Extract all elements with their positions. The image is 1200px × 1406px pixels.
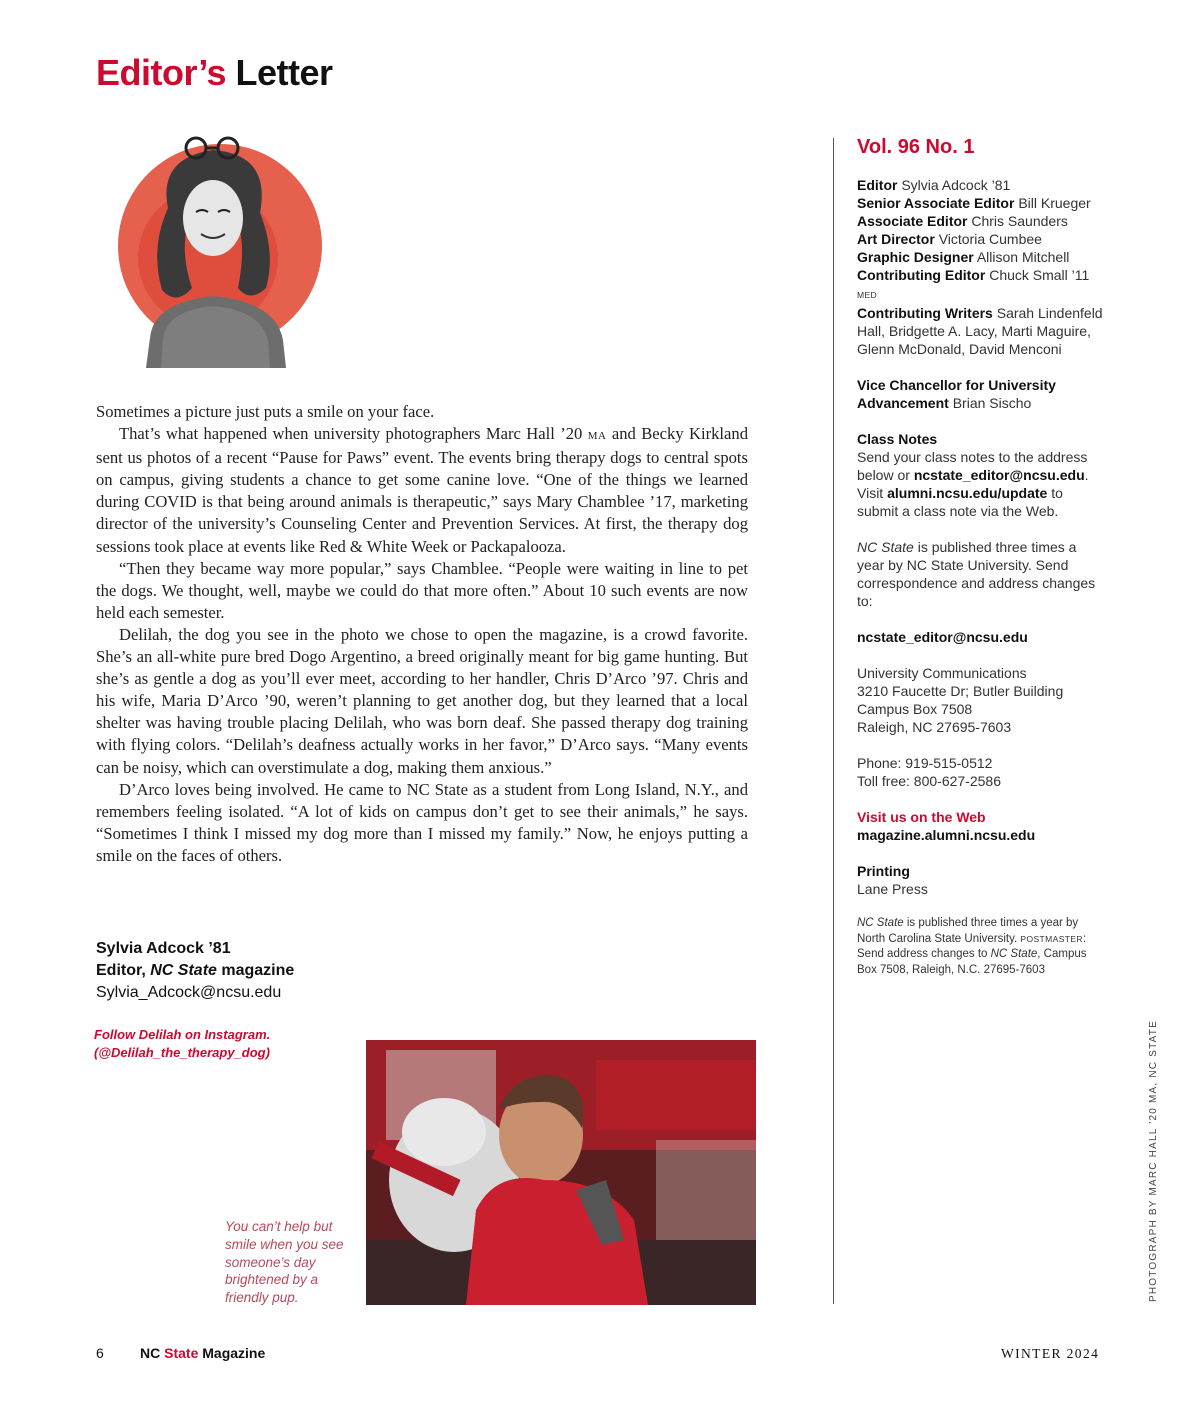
column-divider <box>833 138 834 1304</box>
website-link[interactable]: magazine.alumni.ncsu.edu <box>857 827 1036 843</box>
instagram-handle[interactable]: (@Delilah_the_therapy_dog) <box>94 1045 270 1060</box>
issue-date: WINTER 2024 <box>1001 1346 1100 1361</box>
vice-chancellor: Vice Chancellor for University Advancement Brian Sischo <box>857 377 1056 411</box>
masthead <box>857 134 1107 978</box>
staff-entry: Graphic Designer Allison Mitchell <box>857 249 1070 265</box>
editor-portrait-illustration <box>88 128 338 368</box>
staff-entry: Contributing Writers Sarah Lindenfeld Hall, Bridgette A. Lacy, Marti Maguire, Glenn McDonald, David Menconi <box>857 305 1103 357</box>
class-notes-email-link[interactable]: ncstate_editor@ncsu.edu <box>913 467 1085 483</box>
letter-body <box>96 401 748 867</box>
postmaster-fine-print: NC State is published three times a year by North Carolina State University. POSTMASTER: Send address changes to NC State, Campus Box 7508, Raleigh, N.C. 27695-7603 <box>857 917 1087 976</box>
mailing-address: University Communications 3210 Faucette Dr; Butler Building Campus Box 7508 Raleigh, NC 27695-7603 <box>857 665 1064 735</box>
staff-list <box>857 176 1107 358</box>
phone-numbers: Phone: 919-515-0512 Toll free: 800-627-2586 <box>857 755 1001 789</box>
staff-entry: Editor Sylvia Adcock ’81 <box>857 177 1011 193</box>
signature <box>96 938 294 1004</box>
photo-credit: PHOTOGRAPH BY MARC HALL ’20 MA, NC STATE <box>1148 1020 1159 1302</box>
staff-entry: Art Director Victoria Cumbee <box>857 231 1042 247</box>
class-notes-heading: Class Notes <box>857 431 938 447</box>
page-number: 6 <box>96 1345 104 1361</box>
signature-name: Sylvia Adcock ’81 <box>96 940 231 957</box>
delilah-photo <box>366 1040 756 1305</box>
paragraph: “Then they became way more popular,” says Chamblee. “People were waiting in line to pet the dogs. We thought, well, maybe we could do that more often.” About 10 such events are now held each semester. <box>96 558 748 622</box>
staff-entry: Associate Editor Chris Saunders <box>857 213 1068 229</box>
title-letter: Letter <box>235 52 333 93</box>
paragraph: Sometimes a picture just puts a smile on your face. <box>96 402 435 421</box>
staff-entry: Contributing Editor Chuck Small ’11 MED <box>857 267 1090 300</box>
publication-info: NC State is published three times a year by NC State University. Send correspondence and address changes to: <box>857 539 1096 609</box>
paragraph: That’s what happened when university photographers Marc Hall ’20 MA and Becky Kirkland sent us photos of a recent “Pause for Paws” event. The events bring therapy dogs to central spots on campus, giving students a chance to get some canine love. “One of the things we learned during COVID is that being around animals is therapeutic,” says Mary Chamblee ’17, marketing director of the university’s Counseling Center and Prevention Services. At first, the therapy dog sessions took place at events like Red & White Week or Packapalooza. <box>96 424 748 556</box>
paragraph: Delilah, the dog you see in the photo we chose to open the magazine, is a crowd favorite. She’s an all-white pure bred Dogo Argentino, a breed originally meant for big game hunting. But she’s as gentle a dog as you’ll ever meet, according to her handler, Chris D’Arco ’97. Chris and his wife, Maria D’Arco ’90, weren’t planning to get another dog, but they learned that a local shelter was having trouble placing Delilah, who was born deaf. She passed therapy dog training with flying colors. “Delilah’s deafness actually works in her favor,” D’Arco says. “Many events can be noisy, which can overstimulate a dog, making them anxious.” <box>96 624 748 777</box>
class-notes-update-link[interactable]: alumni.ncsu.edu/update <box>887 485 1048 501</box>
instagram-callout <box>94 1026 270 1062</box>
signature-role: Editor, NC State magazine <box>96 962 295 979</box>
printing: Printing Lane Press <box>857 863 928 897</box>
website <box>857 808 1107 844</box>
title-editors: Editor’s <box>96 52 227 93</box>
contact-email-link[interactable]: ncstate_editor@ncsu.edu <box>857 629 1028 645</box>
signature-email[interactable]: Sylvia_Adcock@ncsu.edu <box>96 984 282 1001</box>
paragraph: D’Arco loves being involved. He came to NC State as a student from Long Island, N.Y., and remembers feeling isolated. “A lot of kids on campus don’t get to see their animals,” he says. “Sometimes I think I missed my dog more than I missed my family.” Now, he enjoys putting a smile on the faces of others. <box>96 779 748 865</box>
magazine-name: NC State Magazine <box>140 1345 266 1361</box>
instagram-line1: Follow Delilah on Instagram. <box>94 1027 271 1042</box>
photo-caption: You can’t help but smile when you see someone’s day brightened by a friendly pup. <box>225 1219 344 1306</box>
class-notes: Class Notes Send your class notes to the address below or ncstate_editor@ncsu.edu. Visit alumni.ncsu.edu/update to submit a class note via the Web. <box>857 430 1107 520</box>
page-title <box>96 52 333 94</box>
web-heading: Visit us on the Web <box>857 809 986 825</box>
volume-number: Vol. 96 No. 1 <box>857 136 975 158</box>
staff-entry: Senior Associate Editor Bill Krueger <box>857 195 1091 211</box>
